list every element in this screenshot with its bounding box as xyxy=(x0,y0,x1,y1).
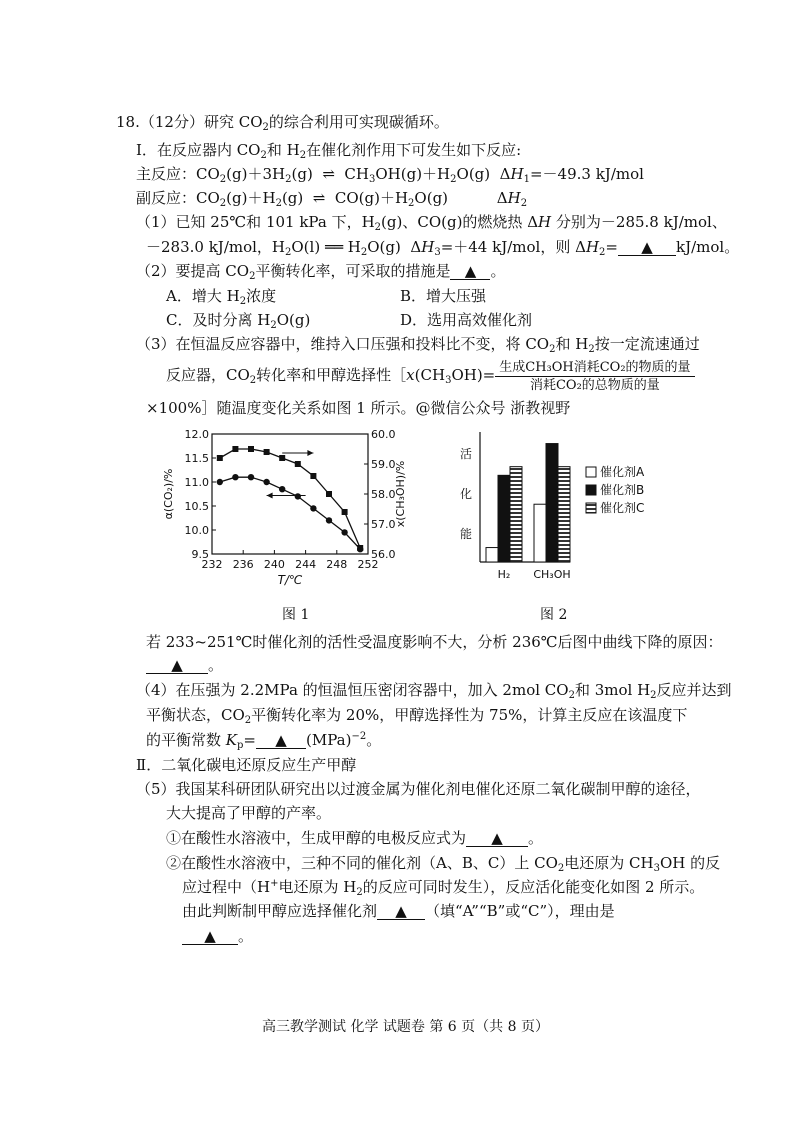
y-axis-label-char: 化 xyxy=(459,487,473,501)
q4-text-b: 和 3mol H xyxy=(574,681,651,699)
q1-answer-blank[interactable] xyxy=(618,237,676,256)
q1-text-a: （1）已知 25℃和 101 kPa 下，H xyxy=(136,213,375,231)
figure-1-chart xyxy=(160,422,410,590)
data-point xyxy=(295,461,301,467)
q3-text-f: ×100%］随温度变化关系如图 1 所示。@微信公众号 浙教视野 xyxy=(146,399,571,417)
q2-options-row1 xyxy=(166,286,276,306)
y-axis-label-char: 活 xyxy=(459,447,473,461)
q4-text-i: 。 xyxy=(366,731,382,749)
bar-催化剂B xyxy=(546,444,558,562)
legend-swatch xyxy=(586,485,596,495)
q5-sub2-line4 xyxy=(182,926,253,946)
question-points: （12分） xyxy=(139,113,204,131)
question-header: 18.（12分）研究 $CO_2$的综合利用可实现碳循环。 xyxy=(116,113,449,133)
q3-line4 xyxy=(146,632,723,652)
x-tick-label: 252 xyxy=(357,558,379,571)
q4-text-c: 反应并达到 xyxy=(656,681,732,699)
q1-text-d: －283.0 kJ/mol，H xyxy=(146,238,285,256)
series-line xyxy=(220,449,360,548)
blank-marker: ▲ xyxy=(641,238,653,256)
x-tick-label: 232 xyxy=(201,558,223,571)
q2-text-a: （2）要提高 CO xyxy=(136,262,250,280)
part1-text-a: 在反应器内 CO xyxy=(156,141,261,159)
q5-sub2-text-g: 由此判断制甲醇应选择催化剂 xyxy=(182,902,378,920)
legend-label: 催化剂B xyxy=(600,483,645,497)
category-label: CH₃OH xyxy=(533,568,571,581)
q5-catalyst-answer-blank[interactable] xyxy=(377,901,425,920)
q3-text-d: 反应器，CO xyxy=(166,366,250,384)
legend-label: 催化剂A xyxy=(600,465,645,479)
part2-title: Ⅱ．二氧化碳电还原反应生产甲醇 xyxy=(136,756,357,774)
q4-text-a: （4）在压强为 2.2MPa 的恒温恒压密闭容器中，加入 2mol CO xyxy=(136,681,569,699)
data-point xyxy=(217,455,223,461)
q5-sub1-text: ①在酸性水溶液中，生成甲醇的电极反应式为 xyxy=(166,829,467,847)
q2-option-c[interactable]: C．及时分离 $H_2O(g)$ xyxy=(166,311,311,331)
y-left-tick-label: 12.0 xyxy=(184,428,209,441)
main-reaction-dh: =－49.3 kJ/mol xyxy=(529,165,644,183)
x-tick-label: 240 xyxy=(263,558,285,571)
q5-sub2-line3 xyxy=(182,901,615,921)
main-reaction: 主反应：$CO_2(g)+3H_2(g)$ ⇌ $CH_3OH(g)+H_2O(g)$ $\Delta H_1=-49.3$ kJ/mol xyxy=(136,165,644,185)
y-right-tick-label: 59.0 xyxy=(371,458,396,471)
legend-swatch xyxy=(586,467,596,477)
q2-options-row2b xyxy=(400,310,532,330)
figure-2-caption: 图 2 xyxy=(540,607,568,623)
q3-text-g: 若 233~251℃时催化剂的活性受温度影响不大，分析 236℃后图中曲线下降的原因： xyxy=(146,633,723,651)
x-tick-label: 236 xyxy=(232,558,254,571)
y-left-axis-label: α(CO₂)/% xyxy=(162,468,175,520)
y-right-tick-label: 58.0 xyxy=(371,488,396,501)
data-point xyxy=(341,529,347,535)
legend-swatch xyxy=(586,503,596,513)
q3-text-e: 转化率和甲醇选择性［ xyxy=(256,366,407,384)
fraction-numerator: 生成CH₃OH消耗CO₂的物质的量 xyxy=(495,359,694,377)
y-right-tick-label: 60.0 xyxy=(371,428,396,441)
bar-催化剂C xyxy=(510,467,522,562)
q2-option-d[interactable]: D．选用高效催化剂 xyxy=(400,311,533,329)
q5-line2: 大大提高了甲醇的产率。 xyxy=(166,804,332,822)
data-point xyxy=(310,473,316,479)
y-left-tick-label: 11.0 xyxy=(184,476,209,489)
q1-text-c: 分别为－285.8 kJ/mol、 xyxy=(555,213,727,231)
q1-text-b: (g)、CO(g)的燃烧热 xyxy=(381,213,523,231)
bar-催化剂A xyxy=(534,504,546,562)
part1-text-c: 在催化剂作用下可发生如下反应: xyxy=(306,141,522,159)
x-tick-label: 244 xyxy=(295,558,317,571)
q3-line1: （3）在恒温反应容器中，维持入口压强和投料比不变，将 $CO_2$和 $H_2$按一定流速通过 xyxy=(136,335,700,355)
q3-line2: 反应器，$CO_2$转化率和甲醇选择性$[x(CH_3OH)=$ $\frac{\text{生成CH₃OH消耗CO₂的物质的量}}{\text{消耗CO₂的总物质的量}}$ xyxy=(166,358,695,394)
y-right-axis-label: x(CH₃OH)/% xyxy=(394,460,407,528)
y-left-tick-label: 10.5 xyxy=(184,500,209,513)
y-left-tick-label: 9.5 xyxy=(191,548,209,561)
y-left-tick-label: 11.5 xyxy=(184,452,209,465)
q5-sub1-answer-blank[interactable] xyxy=(466,828,528,847)
data-point xyxy=(310,505,316,511)
x-tick-label: 248 xyxy=(326,558,348,571)
y-right-tick-label: 57.0 xyxy=(371,518,396,531)
question-intro: 研究 CO xyxy=(203,113,263,131)
page-footer: 高三教学测试 化学 试题卷 第 6 页（共 8 页） xyxy=(262,1019,549,1035)
selectivity-fraction xyxy=(495,359,694,394)
blank-marker: ▲ xyxy=(491,829,503,847)
q4-text-f: 的平衡常数 xyxy=(146,731,222,749)
q5-reason-answer-blank[interactable] xyxy=(182,926,238,945)
q4-line3: 的平衡常数 $K_p=$ ▲ (MPa)$^{-2}$。 xyxy=(146,731,382,751)
q3-text-b: 和 H xyxy=(555,335,589,353)
q5-line1: （5）我国某科研团队研究出以过渡金属为催化剂电催化还原二氧化碳制甲醇的途径， xyxy=(136,780,701,798)
y-axis-label-char: 能 xyxy=(459,527,473,541)
q2-options-row1b xyxy=(400,286,486,306)
arrow-head xyxy=(307,450,313,456)
q5-sub2-text-f: 的反应可同时发生），反应活化能变化如图 2 所示。 xyxy=(362,878,705,896)
figure-2-chart xyxy=(458,428,668,588)
bar-催化剂A xyxy=(486,548,498,562)
blank-marker: ▲ xyxy=(464,262,477,280)
q4-text-d: 平衡状态，CO xyxy=(146,706,245,724)
series-line xyxy=(220,477,360,549)
data-point xyxy=(279,486,285,492)
q1-text-i: kJ/mol。 xyxy=(675,238,740,256)
data-point xyxy=(232,474,238,480)
part1-intro: Ⅰ．在反应器内 $CO_2$和 $H_2$在催化剂作用下可发生如下反应: xyxy=(136,141,522,161)
data-point xyxy=(217,479,223,485)
q5-sub2-text-e: 电还原为 H xyxy=(278,878,357,896)
data-point xyxy=(264,449,270,455)
q2-option-b[interactable]: B．增大压强 xyxy=(400,287,487,305)
q5-sub2-text-d: 应过程中（H xyxy=(182,878,271,896)
q3-answer-blank[interactable] xyxy=(146,655,208,674)
q4-line1: （4）在压强为 2.2MPa 的恒温恒压密闭容器中，加入 2mol $CO_2$和 3mol $H_2$反应并达到 xyxy=(136,681,732,701)
blank-marker: ▲ xyxy=(204,927,216,945)
y-left-tick-label: 10.0 xyxy=(184,524,209,537)
q1-text-e: O(l) ══ H xyxy=(291,238,361,256)
q3-text-a: （3）在恒温反应容器中，维持入口压强和投料比不变，将 CO xyxy=(136,335,550,353)
q5-sub2-line2: 应过程中（H+电还原为 $H_2$的反应可同时发生），反应活化能变化如图 2 所示。 xyxy=(182,878,705,898)
blank-marker: ▲ xyxy=(395,902,407,920)
question-intro-end: 的综合利用可实现碳循环。 xyxy=(268,113,449,131)
q1-text-h: = xyxy=(605,238,618,256)
q2-option-a[interactable]: A．增大 $H_2$浓度 xyxy=(166,287,277,307)
q2-text-b: 平衡转化率，可采取的措施是 xyxy=(255,262,451,280)
category-label: H₂ xyxy=(497,568,511,581)
part1-label: Ⅰ． xyxy=(136,141,157,159)
bar-催化剂B xyxy=(498,475,510,562)
q2-line1: （2）要提高 $CO_2$平衡转化率，可采取的措施是 ▲ 。 xyxy=(136,262,506,282)
q4-answer-blank[interactable] xyxy=(256,730,306,749)
q2-options-row2 xyxy=(166,310,310,330)
q5-sub2-end: 。 xyxy=(238,927,254,945)
main-reaction-label: 主反应： xyxy=(136,165,197,183)
data-point xyxy=(342,509,348,515)
q4-line2: 平衡状态，$CO_2$平衡转化率为 20%，甲醇选择性为 75%，计算主反应在该温度下 xyxy=(146,706,688,726)
fraction-denominator: 消耗CO₂的总物质的量 xyxy=(529,377,660,393)
y-right-tick-label: 56.0 xyxy=(371,548,396,561)
data-point xyxy=(326,517,332,523)
data-point xyxy=(248,474,254,480)
blank-marker: ▲ xyxy=(171,656,183,674)
side-reaction: 副反应：$CO_2(g)+H_2(g)$ ⇌ $CO(g)+H_2O(g)$ $\Delta H_2$ xyxy=(136,189,528,209)
q1-text-f: O(g) xyxy=(367,238,401,256)
q3-end: 。 xyxy=(208,656,224,674)
q3-line5 xyxy=(146,655,223,675)
q5-sub1 xyxy=(166,828,543,848)
part1-text-b: 和 H xyxy=(266,141,300,159)
q1-line1: （1）已知 25℃和 101 kPa 下，$H_2(g)$、CO(g)的燃烧热 ΔH 分别为－285.8 kJ/mol、 xyxy=(136,213,727,233)
q5-sub2-text-c: OH 的反 xyxy=(659,854,721,872)
q5-sub2-text-b: 电还原为 CH xyxy=(564,854,654,872)
q1-line2: －283.0 kJ/mol，$H_2O(l)$ ══ $H_2O(g)$ $\Delta H_3=+44$ kJ/mol，则 $\Delta H_2=$ ▲ kJ/mol。 xyxy=(146,238,740,258)
q5-sub2-text-h: （填“A”“B”或“C”），理由是 xyxy=(425,902,615,920)
figure-1-caption: 图 1 xyxy=(282,607,310,623)
question-number: 18. xyxy=(116,113,140,131)
q1-text-g: =＋44 kJ/mol，则 xyxy=(440,238,571,256)
data-point xyxy=(357,546,363,552)
q4-text-h: (MPa) xyxy=(306,731,352,749)
side-reaction-label: 副反应： xyxy=(136,189,197,207)
data-point xyxy=(232,446,238,452)
q4-text-g: = xyxy=(243,731,256,749)
q5-sub2-line1: ②在酸性水溶液中，三种不同的催化剂（A、B、C）上 $CO_2$电还原为 $CH_3OH$ 的反 xyxy=(166,854,721,874)
q2-answer-blank[interactable] xyxy=(450,261,490,280)
q4-text-e: 平衡转化率为 20%，甲醇选择性为 75%，计算主反应在该温度下 xyxy=(251,706,688,724)
arrow-head xyxy=(267,492,273,498)
blank-marker: ▲ xyxy=(275,731,287,749)
bar-催化剂C xyxy=(558,467,570,562)
q5-sub2-text-a: ②在酸性水溶液中，三种不同的催化剂（A、B、C）上 CO xyxy=(166,854,558,872)
q3-text-c: 按一定流速通过 xyxy=(594,335,700,353)
data-point xyxy=(326,491,332,497)
data-point xyxy=(295,493,301,499)
q5-sub1-end: 。 xyxy=(528,829,544,847)
data-point xyxy=(248,446,254,452)
q3-line3 xyxy=(146,398,570,418)
x-axis-label: T/℃ xyxy=(277,573,303,587)
data-point xyxy=(263,479,269,485)
legend-label: 催化剂C xyxy=(600,501,645,515)
data-point xyxy=(279,455,285,461)
